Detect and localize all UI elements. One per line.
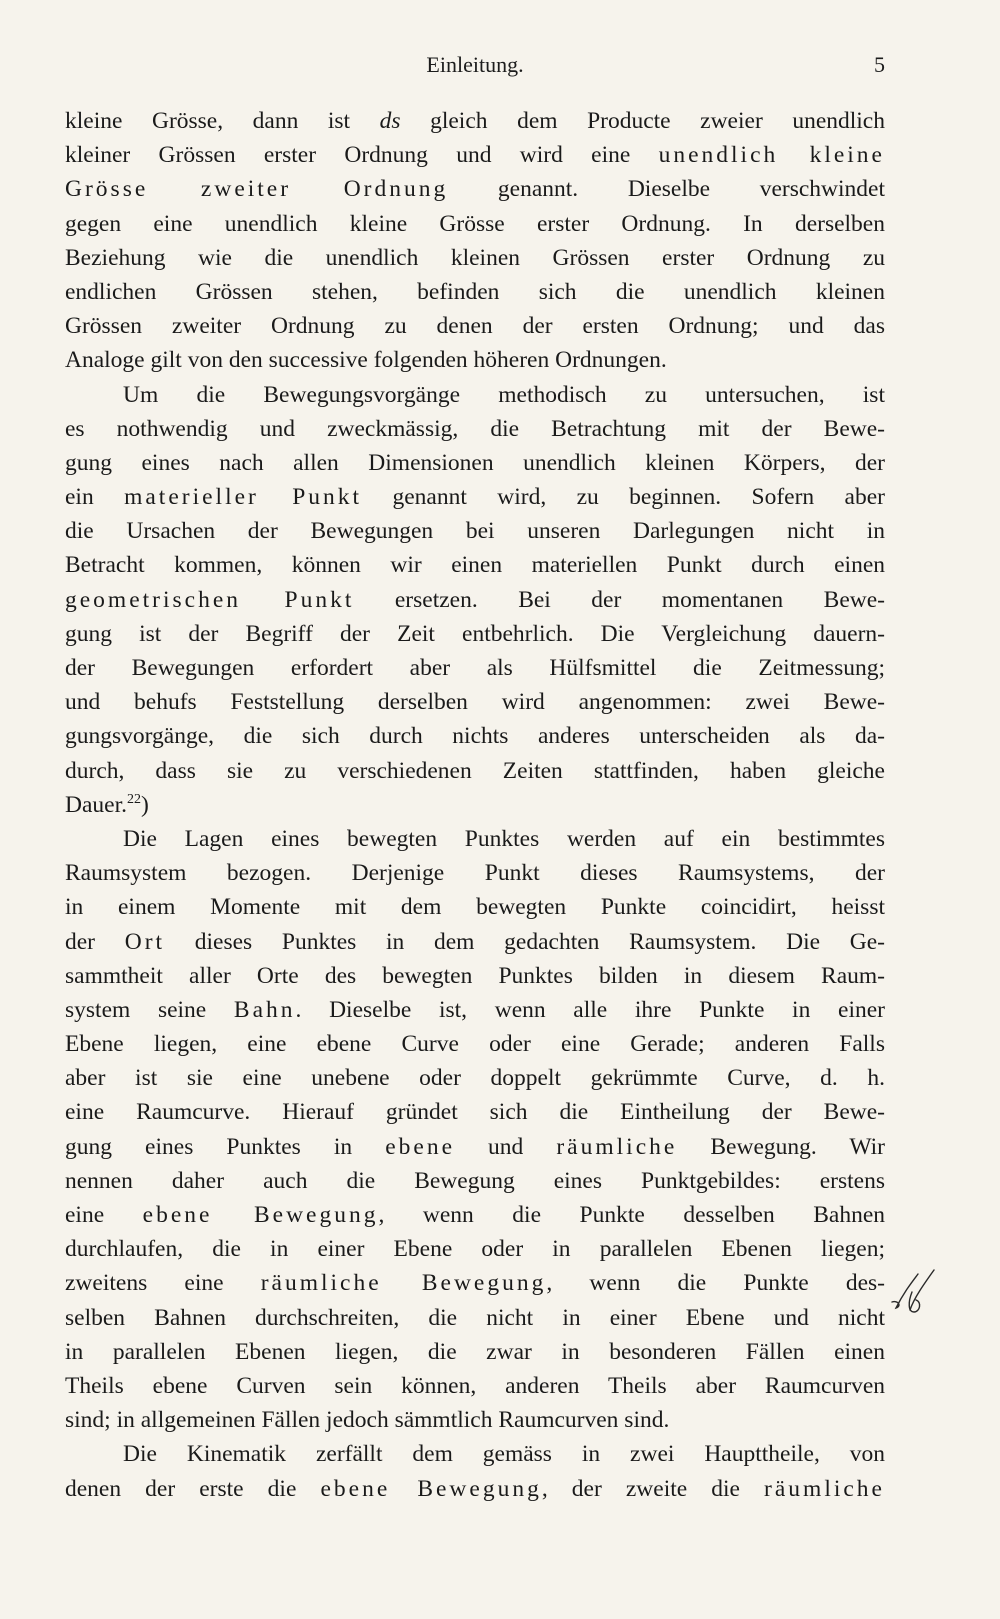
spaced-term: Ort: [124, 928, 166, 955]
body-text: [65, 104, 885, 1506]
handwritten-correction-mark: [890, 1262, 940, 1322]
spaced-term: unendlich kleine: [658, 142, 885, 169]
text-line: Die Lagen eines bewegten Punktes werden auf ein bestimmtes: [123, 825, 885, 852]
text-line: Raumsystem bezogen. Derjenige Punkt dieses Raumsystems, der: [65, 860, 885, 887]
text-line: eine ebene Bewegung, wenn die Punkte desselben Bahnen: [65, 1202, 886, 1228]
spaced-term: räumliche: [556, 1133, 678, 1160]
text-line: Dauer.$^{22}$): [65, 791, 149, 818]
text-line: Ebene liegen, eine ebene Curve oder eine Gerade; anderen Falls: [65, 1031, 885, 1058]
running-title: Einleitung.: [426, 52, 524, 77]
text-line: sammtheit aller Orte des bewegten Punktes bilden in diesem Raum-: [65, 962, 885, 989]
text-line: Beziehung wie die unendlich kleinen Grössen erster Ordnung zu: [65, 244, 885, 271]
text-line: kleine Grösse, dann ist ds gleich dem Producte zweier unendlich: [65, 108, 885, 134]
spaced-term: materieller Punkt: [124, 484, 363, 511]
text-line: der Bewegungen erfordert aber als Hülfsmittel die Zeitmessung;: [65, 655, 885, 681]
spaced-term: geometrischen Punkt: [65, 586, 355, 613]
text-line: kleiner Grössen erster Ordnung und wird eine unendlich kleine: [65, 142, 885, 169]
text-line: selben Bahnen durchschreiten, die nicht in einer Ebene und nicht: [65, 1304, 885, 1331]
text-line: system seine Bahn. Dieselbe ist, wenn alle ihre Punkte in einer: [65, 996, 885, 1023]
text-line: ein materieller Punkt genannt wird, zu beginnen. Sofern aber: [65, 484, 885, 511]
text-line: nennen daher auch die Bewegung eines Punktgebildes: erstens: [65, 1167, 885, 1194]
text-line: endlichen Grössen stehen, befinden sich die unendlich kleinen: [65, 278, 885, 305]
text-line: durchlaufen, die in einer Ebene oder in parallelen Ebenen liegen;: [65, 1236, 885, 1263]
text-line: Grössen zweiter Ordnung zu denen der ersten Ordnung; und das: [65, 313, 885, 340]
text-line: Die Kinematik zerfällt dem gemäss in zwei Haupttheile, von: [123, 1441, 885, 1468]
spaced-term: Grösse zweiter Ordnung: [65, 176, 449, 203]
text-line: Betracht kommen, können wir einen materiellen Punkt durch einen: [65, 552, 885, 579]
running-header: [65, 52, 885, 82]
spaced-term: Bahn: [233, 996, 296, 1023]
text-line: Um die Bewegungsvorgänge methodisch zu untersuchen, ist: [123, 381, 885, 408]
text-line: durch, dass sie zu verschiedenen Zeiten stattfinden, haben gleiche: [65, 757, 885, 784]
text-line: gungsvorgänge, die sich durch nichts anderes unterscheiden als da-: [65, 723, 885, 750]
text-line: aber ist sie eine unebene oder doppelt gekrümmte Curve, d. h.: [65, 1065, 885, 1092]
text-line: gung eines nach allen Dimensionen unendlich kleinen Körpers, der: [65, 449, 885, 476]
text-line: denen der erste die ebene Bewegung, der zweite die räumliche: [65, 1475, 885, 1502]
text-line: zweitens eine räumliche Bewegung, wenn die Punkte des-: [65, 1270, 885, 1297]
spaced-term: räumliche Bewegung: [260, 1270, 547, 1297]
text-line: gung ist der Begriff der Zeit entbehrlich. Die Vergleichung dauern-: [65, 620, 885, 647]
spaced-term: ebene Bewegung: [320, 1475, 542, 1502]
text-line: Theils ebene Curven sein können, anderen Theils aber Raumcurven: [65, 1372, 885, 1399]
text-line: es nothwendig und zweckmässig, die Betrachtung mit der Bewe-: [65, 415, 885, 442]
text-line: sind; in allgemeinen Fällen jedoch sämmtlich Raumcurven sind.: [65, 1407, 670, 1434]
text-line: die Ursachen der Bewegungen bei unseren Darlegungen nicht in: [65, 518, 885, 545]
spaced-term: ebene Bewegung: [142, 1202, 379, 1228]
text-line: in einem Momente mit dem bewegten Punkte coincidirt, heisst: [65, 894, 885, 921]
text-line: und behufs Feststellung derselben wird angenommen: zwei Bewe-: [65, 689, 885, 716]
text-line: in parallelen Ebenen liegen, die zwar in besonderen Fällen einen: [65, 1338, 885, 1365]
text-line: Grösse zweiter Ordnung genannt. Dieselbe verschwindet: [65, 176, 885, 203]
text-line: Analoge gilt von den successive folgenden höheren Ordnungen.: [65, 347, 667, 374]
text-line: gung eines Punktes in ebene und räumliche Bewegung. Wir: [65, 1133, 885, 1160]
text-line: der Ort dieses Punktes in dem gedachten Raumsystem. Die Ge-: [65, 928, 885, 955]
page-number: 5: [874, 52, 885, 77]
spaced-term: räumliche: [764, 1475, 885, 1502]
spaced-term: ebene: [385, 1133, 455, 1160]
text-line: eine Raumcurve. Hierauf gründet sich die Eintheilung der Bewe-: [65, 1099, 885, 1126]
text-line: geometrischen Punkt ersetzen. Bei der momentanen Bewe-: [65, 586, 885, 613]
text-line: gegen eine unendlich kleine Grösse erster Ordnung. In derselben: [65, 210, 885, 237]
footnote-ref: 22: [127, 791, 141, 807]
